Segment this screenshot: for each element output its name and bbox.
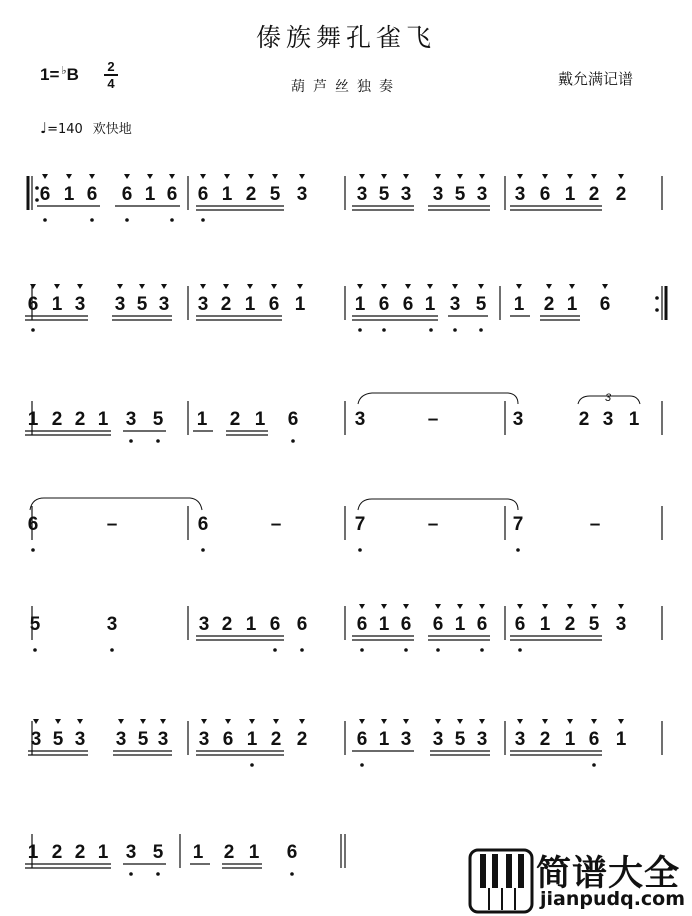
note-digit: 3 bbox=[198, 729, 210, 750]
note-digit: 6 bbox=[400, 614, 412, 635]
note-digit: 1 bbox=[378, 614, 390, 635]
note-digit: 3 bbox=[106, 614, 118, 635]
note-digit: 5 bbox=[152, 842, 164, 863]
note-digit: 6 bbox=[39, 184, 51, 205]
octave-dot bbox=[129, 872, 133, 876]
octave-dot bbox=[273, 648, 277, 652]
note-digit: 3 bbox=[354, 409, 366, 430]
note-digit: 2 bbox=[74, 409, 86, 430]
accent-mark bbox=[546, 284, 552, 289]
note-digit: 3 bbox=[432, 184, 444, 205]
note-digit: 1 bbox=[254, 409, 266, 430]
octave-dot bbox=[480, 648, 484, 652]
flat-sign: ♭ bbox=[61, 65, 67, 77]
note-digit: 1 bbox=[27, 842, 39, 863]
accent-mark bbox=[147, 174, 153, 179]
accent-mark bbox=[602, 284, 608, 289]
note-digit: 2 bbox=[221, 614, 233, 635]
octave-dot bbox=[360, 763, 364, 767]
accent-mark bbox=[169, 174, 175, 179]
accent-mark bbox=[160, 719, 166, 724]
accent-mark bbox=[569, 284, 575, 289]
note-digit: 1 bbox=[221, 184, 233, 205]
note-digit: 3 bbox=[400, 184, 412, 205]
note-digit: 1 bbox=[513, 294, 525, 315]
note-digit: 6 bbox=[378, 294, 390, 315]
note-digit: 6 bbox=[121, 184, 133, 205]
octave-dot bbox=[31, 328, 35, 332]
note-digit: 3 bbox=[114, 294, 126, 315]
note-digit: 1 bbox=[244, 294, 256, 315]
note-digit: 1 bbox=[378, 729, 390, 750]
sustain-dash: – bbox=[427, 409, 439, 430]
octave-dot bbox=[129, 439, 133, 443]
tie-arc bbox=[358, 393, 518, 404]
accent-mark bbox=[77, 284, 83, 289]
note-digit: 6 bbox=[287, 409, 299, 430]
accent-mark bbox=[273, 719, 279, 724]
accent-mark bbox=[542, 604, 548, 609]
tempo-value: =140 bbox=[47, 122, 83, 137]
note-digit: 1 bbox=[192, 842, 204, 863]
accent-mark bbox=[591, 174, 597, 179]
note-digit: 5 bbox=[475, 294, 487, 315]
sustain-dash: – bbox=[270, 514, 282, 535]
note-digit: 2 bbox=[74, 842, 86, 863]
octave-dot bbox=[170, 218, 174, 222]
note-digit: 2 bbox=[296, 729, 308, 750]
note-digit: 3 bbox=[30, 729, 42, 750]
octave-dot bbox=[429, 328, 433, 332]
accent-mark bbox=[457, 604, 463, 609]
accent-mark bbox=[359, 719, 365, 724]
accent-mark bbox=[478, 284, 484, 289]
accent-mark bbox=[66, 174, 72, 179]
accent-mark bbox=[381, 174, 387, 179]
accent-mark bbox=[479, 604, 485, 609]
watermark-url: jianpudq.com bbox=[540, 888, 686, 910]
note-digit: 1 bbox=[564, 184, 576, 205]
note-digit: 1 bbox=[454, 614, 466, 635]
accent-mark bbox=[54, 284, 60, 289]
sustain-dash: – bbox=[106, 514, 118, 535]
note-digit: 3 bbox=[198, 614, 210, 635]
accent-mark bbox=[249, 719, 255, 724]
accent-mark bbox=[224, 174, 230, 179]
note-digit: 6 bbox=[269, 614, 281, 635]
note-digit: 6 bbox=[166, 184, 178, 205]
accent-mark bbox=[618, 174, 624, 179]
repeat-dot bbox=[655, 308, 659, 312]
accent-mark bbox=[435, 604, 441, 609]
note-digit: 3 bbox=[356, 184, 368, 205]
note-digit: 6 bbox=[197, 514, 209, 535]
accent-mark bbox=[479, 719, 485, 724]
note-digit: 1 bbox=[245, 614, 257, 635]
accent-mark bbox=[618, 604, 624, 609]
note-digit: 3 bbox=[74, 729, 86, 750]
accent-mark bbox=[403, 719, 409, 724]
note-digit: 5 bbox=[136, 294, 148, 315]
note-digit: 5 bbox=[588, 614, 600, 635]
accent-mark bbox=[405, 284, 411, 289]
note-digit: 5 bbox=[29, 614, 41, 635]
accent-mark bbox=[55, 719, 61, 724]
accent-mark bbox=[357, 284, 363, 289]
note-digit: 5 bbox=[52, 729, 64, 750]
note-digit: 3 bbox=[74, 294, 86, 315]
octave-dot bbox=[290, 872, 294, 876]
accent-mark bbox=[542, 719, 548, 724]
note-digit: 3 bbox=[197, 294, 209, 315]
octave-dot bbox=[382, 328, 386, 332]
accent-mark bbox=[139, 284, 145, 289]
octave-dot bbox=[436, 648, 440, 652]
accent-mark bbox=[359, 174, 365, 179]
octave-dot bbox=[33, 648, 37, 652]
tempo-mood: 欢快地 bbox=[92, 122, 132, 137]
note-digit: 6 bbox=[539, 184, 551, 205]
note-digit: 3 bbox=[476, 184, 488, 205]
note-digit: 1 bbox=[539, 614, 551, 635]
accent-mark bbox=[567, 719, 573, 724]
accent-mark bbox=[201, 719, 207, 724]
octave-dot bbox=[250, 763, 254, 767]
octave-dot bbox=[43, 218, 47, 222]
note-digit: 3 bbox=[514, 729, 526, 750]
accent-mark bbox=[271, 284, 277, 289]
sustain-dash: – bbox=[427, 514, 439, 535]
note-digit: 1 bbox=[354, 294, 366, 315]
quarter-note-icon: ♩ bbox=[40, 119, 48, 137]
note-digit: 3 bbox=[602, 409, 614, 430]
accent-mark bbox=[118, 719, 124, 724]
accent-mark bbox=[124, 174, 130, 179]
octave-dot bbox=[110, 648, 114, 652]
accent-mark bbox=[542, 174, 548, 179]
note-digit: 5 bbox=[152, 409, 164, 430]
key-prefix: 1= bbox=[40, 65, 60, 84]
accent-mark bbox=[140, 719, 146, 724]
accent-mark bbox=[435, 719, 441, 724]
accent-mark bbox=[117, 284, 123, 289]
note-digit: 1 bbox=[628, 409, 640, 430]
note-digit: 6 bbox=[286, 842, 298, 863]
note-digit: 2 bbox=[223, 842, 235, 863]
note-digit: 3 bbox=[296, 184, 308, 205]
watermark-text: 简谱大全 bbox=[536, 854, 681, 894]
note-digit: 1 bbox=[248, 842, 260, 863]
octave-dot bbox=[453, 328, 457, 332]
accent-mark bbox=[427, 284, 433, 289]
accent-mark bbox=[247, 284, 253, 289]
accent-mark bbox=[457, 174, 463, 179]
accent-mark bbox=[77, 719, 83, 724]
triplet-label: 3 bbox=[604, 392, 612, 404]
note-digit: 2 bbox=[245, 184, 257, 205]
note-digit: 3 bbox=[476, 729, 488, 750]
note-digit: 6 bbox=[356, 729, 368, 750]
note-digit: 3 bbox=[615, 614, 627, 635]
octave-dot bbox=[125, 218, 129, 222]
octave-dot bbox=[90, 218, 94, 222]
octave-dot bbox=[479, 328, 483, 332]
note-digit: 6 bbox=[588, 729, 600, 750]
time-numerator: 2 bbox=[107, 59, 115, 74]
note-digit: 1 bbox=[97, 409, 109, 430]
accent-mark bbox=[248, 174, 254, 179]
note-digit: 1 bbox=[51, 294, 63, 315]
accent-mark bbox=[591, 719, 597, 724]
note-digit: 1 bbox=[424, 294, 436, 315]
octave-dot bbox=[201, 548, 205, 552]
note-digit: 6 bbox=[222, 729, 234, 750]
octave-dot bbox=[360, 648, 364, 652]
note-digit: 5 bbox=[137, 729, 149, 750]
accent-mark bbox=[225, 719, 231, 724]
repeat-dot bbox=[35, 186, 39, 190]
tie-arc bbox=[30, 498, 202, 510]
note-digit: 1 bbox=[246, 729, 258, 750]
note-digit: 6 bbox=[514, 614, 526, 635]
note-digit: 5 bbox=[454, 184, 466, 205]
note-digit: 6 bbox=[27, 294, 39, 315]
note-digit: 1 bbox=[294, 294, 306, 315]
accent-mark bbox=[516, 284, 522, 289]
note-digit: 6 bbox=[268, 294, 280, 315]
accent-mark bbox=[618, 719, 624, 724]
note-digit: 6 bbox=[402, 294, 414, 315]
tie-arc bbox=[358, 499, 518, 510]
note-digit: 6 bbox=[476, 614, 488, 635]
note-digit: 1 bbox=[27, 409, 39, 430]
accent-mark bbox=[381, 719, 387, 724]
note-digit: 2 bbox=[270, 729, 282, 750]
accent-mark bbox=[33, 719, 39, 724]
note-digit: 6 bbox=[27, 514, 39, 535]
octave-dot bbox=[404, 648, 408, 652]
accent-mark bbox=[381, 284, 387, 289]
note-digit: 3 bbox=[125, 842, 137, 863]
note-digit: 3 bbox=[514, 184, 526, 205]
score-author: 戴允满记谱 bbox=[558, 70, 634, 88]
octave-dot bbox=[518, 648, 522, 652]
note-digit: 7 bbox=[354, 514, 366, 535]
octave-dot bbox=[516, 548, 520, 552]
repeat-dot bbox=[35, 198, 39, 202]
note-digit: 2 bbox=[229, 409, 241, 430]
note-digit: 1 bbox=[566, 294, 578, 315]
accent-mark bbox=[42, 174, 48, 179]
accent-mark bbox=[381, 604, 387, 609]
accent-mark bbox=[200, 284, 206, 289]
note-digit: 3 bbox=[400, 729, 412, 750]
note-digit: 1 bbox=[196, 409, 208, 430]
note-digit: 1 bbox=[97, 842, 109, 863]
note-digit: 3 bbox=[125, 409, 137, 430]
score-subtitle: 葫芦丝独奏 bbox=[291, 79, 401, 95]
octave-dot bbox=[291, 439, 295, 443]
accent-mark bbox=[591, 604, 597, 609]
note-digit: 2 bbox=[51, 842, 63, 863]
note-digit: 1 bbox=[615, 729, 627, 750]
note-digit: 2 bbox=[543, 294, 555, 315]
accent-mark bbox=[89, 174, 95, 179]
note-digit: 6 bbox=[356, 614, 368, 635]
note-digit: 2 bbox=[578, 409, 590, 430]
time-denominator: 4 bbox=[107, 76, 115, 91]
note-digit: 5 bbox=[378, 184, 390, 205]
accent-mark bbox=[272, 174, 278, 179]
note-digit: 2 bbox=[564, 614, 576, 635]
repeat-dot bbox=[655, 296, 659, 300]
octave-dot bbox=[358, 328, 362, 332]
note-digit: 2 bbox=[220, 294, 232, 315]
note-digit: 6 bbox=[432, 614, 444, 635]
accent-mark bbox=[435, 174, 441, 179]
accent-mark bbox=[297, 284, 303, 289]
accent-mark bbox=[452, 284, 458, 289]
accent-mark bbox=[517, 174, 523, 179]
note-digit: 2 bbox=[539, 729, 551, 750]
accent-mark bbox=[299, 174, 305, 179]
accent-mark bbox=[30, 284, 36, 289]
octave-dot bbox=[201, 218, 205, 222]
octave-dot bbox=[592, 763, 596, 767]
note-digit: 6 bbox=[86, 184, 98, 205]
accent-mark bbox=[517, 604, 523, 609]
octave-dot bbox=[156, 439, 160, 443]
note-digit: 3 bbox=[115, 729, 127, 750]
note-digit: 1 bbox=[63, 184, 75, 205]
note-digit: 3 bbox=[432, 729, 444, 750]
note-digit: 3 bbox=[158, 294, 170, 315]
note-digit: 2 bbox=[615, 184, 627, 205]
key-note: B bbox=[66, 65, 79, 84]
note-digit: 2 bbox=[51, 409, 63, 430]
octave-dot bbox=[156, 872, 160, 876]
note-digit: 2 bbox=[588, 184, 600, 205]
accent-mark bbox=[403, 604, 409, 609]
note-digit: 6 bbox=[197, 184, 209, 205]
accent-mark bbox=[403, 174, 409, 179]
accent-mark bbox=[567, 604, 573, 609]
accent-mark bbox=[567, 174, 573, 179]
note-digit: 1 bbox=[144, 184, 156, 205]
note-digit: 5 bbox=[454, 729, 466, 750]
octave-dot bbox=[31, 548, 35, 552]
accent-mark bbox=[457, 719, 463, 724]
accent-mark bbox=[479, 174, 485, 179]
note-digit: 3 bbox=[449, 294, 461, 315]
note-digit: 7 bbox=[512, 514, 524, 535]
note-digit: 5 bbox=[269, 184, 281, 205]
accent-mark bbox=[359, 604, 365, 609]
sustain-dash: – bbox=[589, 514, 601, 535]
accent-mark bbox=[161, 284, 167, 289]
note-digit: 3 bbox=[512, 409, 524, 430]
accent-mark bbox=[223, 284, 229, 289]
note-digit: 6 bbox=[296, 614, 308, 635]
octave-dot bbox=[358, 548, 362, 552]
note-digit: 6 bbox=[599, 294, 611, 315]
octave-dot bbox=[300, 648, 304, 652]
note-digit: 1 bbox=[564, 729, 576, 750]
accent-mark bbox=[299, 719, 305, 724]
note-digit: 3 bbox=[157, 729, 169, 750]
accent-mark bbox=[200, 174, 206, 179]
accent-mark bbox=[517, 719, 523, 724]
score-title: 傣族舞孔雀飞 bbox=[255, 23, 436, 52]
